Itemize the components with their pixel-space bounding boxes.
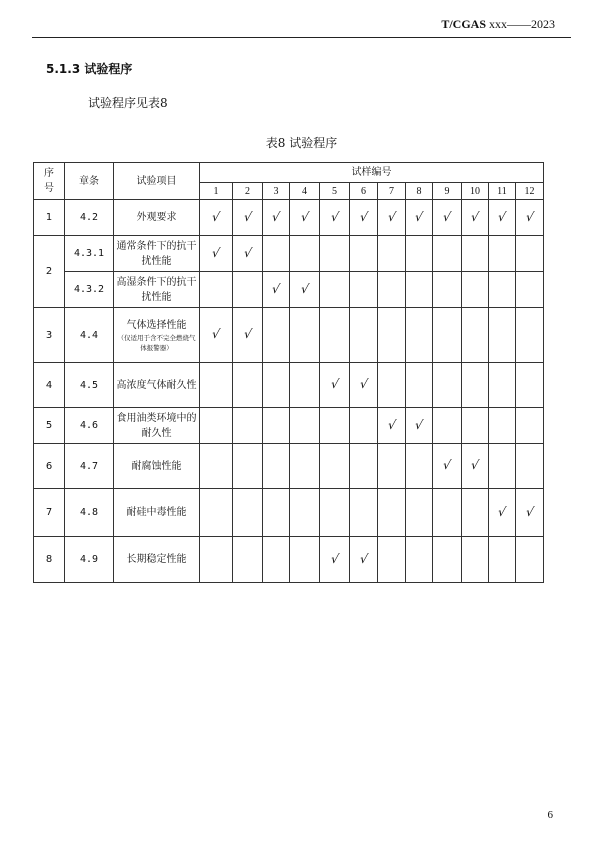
sample-cell (350, 308, 378, 363)
sample-cell (200, 408, 233, 444)
test-procedure-table (33, 162, 544, 583)
row-item-label: 高湿条件下的抗干扰性能 (116, 276, 197, 303)
row-item-label: 食用油类环境中的耐久性 (116, 412, 197, 439)
sample-cell (406, 236, 433, 272)
sample-cell (350, 200, 378, 236)
sample-cell (200, 363, 233, 408)
row-seq: 5 (34, 408, 65, 444)
sample-cell (263, 236, 290, 272)
sample-cell (489, 489, 516, 537)
sample-cell (489, 363, 516, 408)
sample-cell (200, 444, 233, 489)
row-seq: 4 (34, 363, 65, 408)
header-clause: 章条 (65, 163, 114, 200)
sample-cell (378, 308, 406, 363)
sample-cell (378, 236, 406, 272)
sample-cell (290, 444, 320, 489)
check-mark-icon: √ (497, 209, 508, 224)
sample-number-1: 1 (200, 183, 233, 200)
sample-cell (263, 308, 290, 363)
table-head (34, 163, 544, 200)
sample-cell (378, 444, 406, 489)
table-body (34, 200, 544, 583)
sample-cell (516, 408, 544, 444)
sample-cell (378, 363, 406, 408)
row-item-label: 高浓度气体耐久性 (116, 379, 197, 391)
sample-cell (462, 489, 489, 537)
sample-cell (433, 272, 462, 308)
sample-cell (462, 272, 489, 308)
table-row (34, 308, 544, 363)
row-seq: 8 (34, 537, 65, 583)
row-clause: 4.8 (65, 489, 114, 537)
sample-cell (406, 444, 433, 489)
table-caption: 表8 试验程序 (265, 136, 338, 150)
check-mark-icon: √ (497, 504, 508, 519)
check-mark-icon: √ (386, 417, 397, 432)
row-clause: 4.3.2 (65, 272, 114, 308)
sample-cell (489, 272, 516, 308)
sample-cell (516, 200, 544, 236)
document-code-prefix: T/CGAS (441, 17, 486, 31)
sample-cell (350, 236, 378, 272)
sample-number-5: 5 (320, 183, 350, 200)
check-mark-icon: √ (358, 377, 369, 391)
table-row (34, 236, 544, 272)
row-clause: 4.5 (65, 363, 114, 408)
sample-cell (200, 236, 233, 272)
row-seq: 7 (34, 489, 65, 537)
sample-cell (320, 363, 350, 408)
sample-cell (516, 444, 544, 489)
check-mark-icon: √ (329, 209, 340, 224)
sample-cell (433, 236, 462, 272)
check-mark-icon: √ (524, 209, 535, 224)
sample-cell (263, 272, 290, 308)
sample-cell (489, 200, 516, 236)
sample-cell (516, 308, 544, 363)
sample-cell (233, 272, 263, 308)
sample-cell (233, 444, 263, 489)
sample-cell (320, 308, 350, 363)
sample-cell (378, 537, 406, 583)
sample-cell (320, 200, 350, 236)
table-row (34, 444, 544, 489)
sample-cell (406, 308, 433, 363)
sample-cell (406, 489, 433, 537)
sample-cell (263, 408, 290, 444)
sample-cell (433, 444, 462, 489)
sample-cell (233, 308, 263, 363)
check-mark-icon: √ (358, 551, 369, 566)
sample-cell (433, 308, 462, 363)
check-mark-icon: √ (271, 281, 282, 296)
sample-cell (378, 272, 406, 308)
header-seq: 序号 (34, 163, 65, 200)
sample-cell (406, 408, 433, 444)
row-clause: 4.7 (65, 444, 114, 489)
row-item (114, 489, 200, 537)
header-samples: 试样编号 (200, 163, 544, 183)
sample-cell (290, 200, 320, 236)
sample-cell (350, 272, 378, 308)
check-mark-icon: √ (271, 209, 282, 224)
sample-cell (462, 236, 489, 272)
sample-cell (378, 408, 406, 444)
row-item-label: 气体选择性能 (126, 319, 187, 331)
sample-cell (200, 537, 233, 583)
sample-cell (406, 272, 433, 308)
sample-number-2: 2 (233, 183, 263, 200)
check-mark-icon: √ (329, 551, 340, 566)
sample-cell (320, 236, 350, 272)
sample-number-11: 11 (489, 183, 516, 200)
row-clause: 4.9 (65, 537, 114, 583)
row-item-note: （仅适用于含不完全燃烧气体报警器） (117, 333, 196, 352)
sample-cell (263, 489, 290, 537)
sample-number-8: 8 (406, 183, 433, 200)
row-item (114, 200, 200, 236)
header-item: 试验项目 (114, 163, 200, 200)
sample-cell (378, 489, 406, 537)
sample-cell (378, 200, 406, 236)
sample-cell (290, 308, 320, 363)
check-mark-icon: √ (470, 209, 481, 224)
row-item-label: 耐腐蚀性能 (131, 460, 182, 472)
row-seq: 3 (34, 308, 65, 363)
sample-cell (462, 308, 489, 363)
sample-cell (290, 236, 320, 272)
sample-cell (489, 408, 516, 444)
sample-cell (516, 489, 544, 537)
sample-cell (516, 236, 544, 272)
table-row (34, 363, 544, 408)
check-mark-icon: √ (329, 377, 340, 391)
sample-cell (462, 363, 489, 408)
table-row (34, 200, 544, 236)
row-item (114, 408, 200, 444)
sample-cell (489, 444, 516, 489)
check-mark-icon: √ (242, 209, 253, 224)
table-row (34, 489, 544, 537)
sample-cell (200, 272, 233, 308)
row-item-label: 耐硅中毒性能 (126, 507, 187, 518)
row-clause: 4.3.1 (65, 236, 114, 272)
sample-cell (200, 308, 233, 363)
row-clause: 4.6 (65, 408, 114, 444)
intro-text: 试验程序见表8 (88, 96, 168, 110)
check-mark-icon: √ (386, 209, 397, 224)
row-item-label: 长期稳定性能 (126, 554, 187, 565)
sample-cell (350, 408, 378, 444)
row-item (114, 537, 200, 583)
sample-cell (350, 537, 378, 583)
row-item-label: 外观要求 (136, 212, 177, 223)
check-mark-icon: √ (211, 327, 222, 341)
sample-cell (320, 444, 350, 489)
sample-cell (263, 200, 290, 236)
row-clause: 4.4 (65, 308, 114, 363)
row-item (114, 308, 200, 363)
sample-cell (290, 408, 320, 444)
check-mark-icon: √ (414, 209, 425, 224)
sample-number-12: 12 (516, 183, 544, 200)
sample-number-3: 3 (263, 183, 290, 200)
row-clause: 4.2 (65, 200, 114, 236)
sample-cell (233, 489, 263, 537)
sample-cell (462, 444, 489, 489)
sample-cell (320, 537, 350, 583)
sample-cell (263, 537, 290, 583)
table-row (34, 408, 544, 444)
row-item (114, 363, 200, 408)
sample-cell (433, 408, 462, 444)
check-mark-icon: √ (211, 209, 222, 224)
sample-cell (263, 363, 290, 408)
sample-cell (320, 408, 350, 444)
check-mark-icon: √ (442, 209, 453, 224)
row-item (114, 444, 200, 489)
document-code-suffix: xxx——2023 (486, 17, 555, 31)
sample-cell (233, 408, 263, 444)
sample-cell (433, 537, 462, 583)
check-mark-icon: √ (299, 281, 310, 296)
check-mark-icon: √ (442, 458, 453, 472)
sample-cell (233, 537, 263, 583)
sample-cell (320, 272, 350, 308)
sample-cell (433, 363, 462, 408)
sample-cell (516, 363, 544, 408)
table-row (34, 272, 544, 308)
sample-cell (350, 444, 378, 489)
row-seq: 2 (34, 236, 65, 308)
check-mark-icon: √ (470, 458, 481, 472)
sample-cell (462, 200, 489, 236)
sample-cell (489, 236, 516, 272)
check-mark-icon: √ (211, 245, 222, 260)
sample-cell (433, 489, 462, 537)
sample-cell (233, 236, 263, 272)
check-mark-icon: √ (524, 504, 535, 519)
sample-cell (263, 444, 290, 489)
check-mark-icon: √ (242, 245, 253, 260)
row-item (114, 236, 200, 272)
sample-cell (233, 363, 263, 408)
sample-cell (290, 489, 320, 537)
section-title: 5.1.3 试验程序 (46, 62, 133, 76)
sample-cell (290, 272, 320, 308)
sample-cell (350, 489, 378, 537)
check-mark-icon: √ (299, 209, 310, 224)
check-mark-icon: √ (358, 209, 369, 224)
row-item-label: 通常条件下的抗干扰性能 (116, 240, 197, 267)
sample-cell (489, 537, 516, 583)
row-item (114, 272, 200, 308)
sample-cell (200, 489, 233, 537)
check-mark-icon: √ (414, 417, 425, 432)
sample-cell (489, 308, 516, 363)
sample-number-10: 10 (462, 183, 489, 200)
sample-cell (462, 537, 489, 583)
sample-cell (290, 537, 320, 583)
check-mark-icon: √ (242, 327, 253, 341)
header-rule (32, 37, 571, 38)
table-row (34, 537, 544, 583)
sample-number-4: 4 (290, 183, 320, 200)
sample-cell (462, 408, 489, 444)
row-seq: 1 (34, 200, 65, 236)
sample-cell (290, 363, 320, 408)
sample-cell (233, 200, 263, 236)
page-number: 6 (547, 809, 553, 821)
sample-cell (516, 537, 544, 583)
sample-cell (406, 363, 433, 408)
row-seq: 6 (34, 444, 65, 489)
document-code (441, 17, 555, 32)
sample-cell (350, 363, 378, 408)
sample-cell (516, 272, 544, 308)
sample-cell (406, 537, 433, 583)
sample-number-9: 9 (433, 183, 462, 200)
sample-cell (433, 200, 462, 236)
sample-number-6: 6 (350, 183, 378, 200)
sample-cell (406, 200, 433, 236)
sample-cell (200, 200, 233, 236)
sample-cell (320, 489, 350, 537)
sample-number-7: 7 (378, 183, 406, 200)
